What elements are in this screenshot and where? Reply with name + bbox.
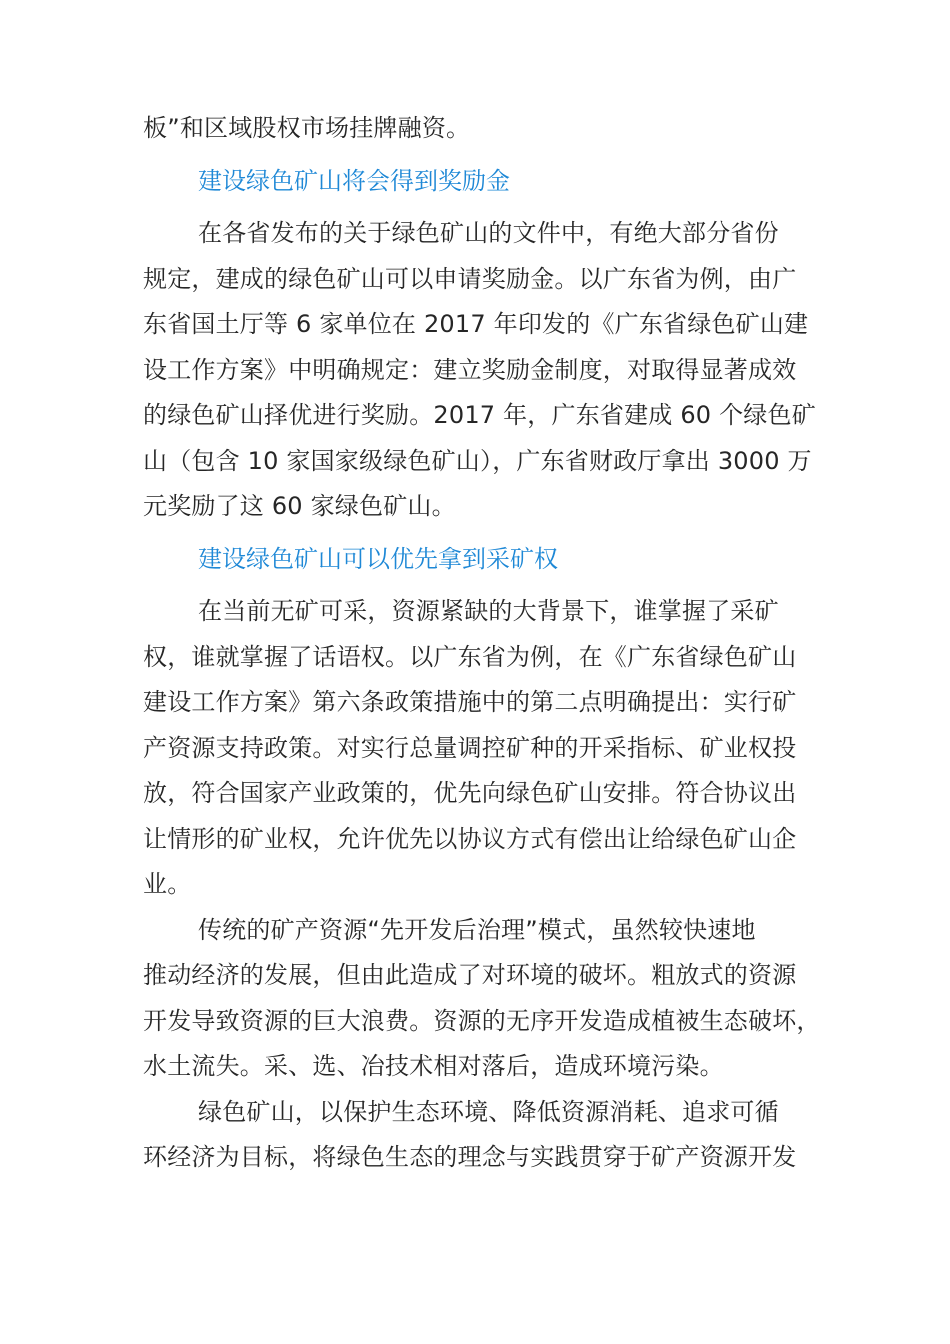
paragraph-line: 环经济为目标，将绿色生态的理念与实践贯穿于矿产资源开发 bbox=[143, 1143, 797, 1171]
paragraph-line: 元奖励了这 60 家绿色矿山。 bbox=[143, 492, 456, 520]
paragraph-line: 东省国土厅等 6 家单位在 2017 年印发的《广东省绿色矿山建 bbox=[143, 310, 809, 338]
section-heading-mining-rights: 建设绿色矿山可以优先拿到采矿权 bbox=[198, 544, 558, 573]
paragraph-line: 推动经济的发展，但由此造成了对环境的破坏。粗放式的资源 bbox=[143, 961, 797, 989]
paragraph-line: 业。 bbox=[143, 870, 192, 898]
paragraph-line: 开发导致资源的巨大浪费。资源的无序开发造成植被生态破坏， bbox=[143, 1006, 821, 1035]
paragraph-line: 放，符合国家产业政策的，优先向绿色矿山安排。符合协议出 bbox=[143, 779, 797, 807]
paragraph-line: 规定，建成的绿色矿山可以申请奖励金。以广东省为例，由广 bbox=[143, 264, 797, 293]
paragraph-line: 山（包含 10 家国家级绿色矿山），广东省财政厅拿出 3000 万 bbox=[143, 446, 812, 475]
paragraph-line: 在当前无矿可采，资源紧缺的大背景下，谁掌握了采矿 bbox=[198, 597, 779, 625]
section-body-mining-rights bbox=[143, 589, 821, 1181]
section-heading-reward: 建设绿色矿山将会得到奖励金 bbox=[198, 166, 510, 195]
paragraph-line: 在各省发布的关于绿色矿山的文件中，有绝大部分省份 bbox=[198, 219, 779, 247]
paragraph-line: 建设工作方案》第六条政策措施中的第二点明确提出：实行矿 bbox=[143, 688, 797, 716]
document-page bbox=[143, 106, 821, 1181]
paragraph-line: 让情形的矿业权，允许优先以协议方式有偿出让给绿色矿山企 bbox=[143, 824, 797, 853]
lead-line: 板”和区域股权市场挂牌融资。 bbox=[143, 114, 471, 142]
paragraph-line: 绿色矿山，以保护生态环境、降低资源消耗、追求可循 bbox=[198, 1097, 779, 1126]
paragraph-line: 权，谁就掌握了话语权。以广东省为例，在《广东省绿色矿山 bbox=[143, 642, 797, 671]
paragraph-line: 传统的矿产资源“先开发后治理”模式，虽然较快速地 bbox=[198, 915, 756, 944]
paragraph-line: 水土流失。采、选、冶技术相对落后，造成环境污染。 bbox=[143, 1052, 724, 1080]
section-body-reward bbox=[143, 211, 815, 530]
paragraph-line: 设工作方案》中明确规定：建立奖励金制度，对取得显著成效 bbox=[143, 355, 797, 384]
paragraph-line: 的绿色矿山择优进行奖励。2017 年，广东省建成 60 个绿色矿 bbox=[143, 401, 816, 429]
paragraph-line: 产资源支持政策。对实行总量调控矿种的开采指标、矿业权投 bbox=[143, 733, 797, 762]
